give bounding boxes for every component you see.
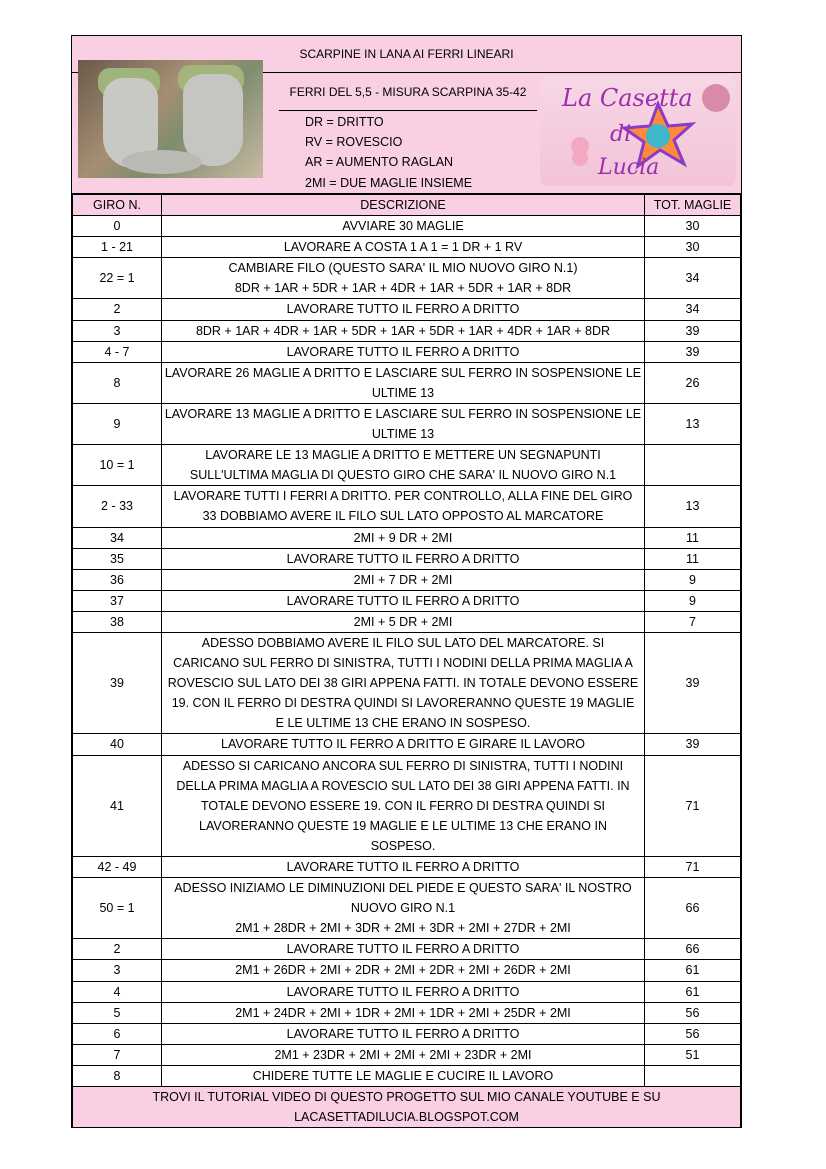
description-cell <box>162 403 645 444</box>
description-line: ADESSO DOBBIAMO AVERE IL FILO SUL LATO DEL MARCATORE. SI <box>201 635 605 650</box>
total-cell: 11 <box>645 548 741 569</box>
description-cell <box>162 299 645 320</box>
table-row <box>73 1023 741 1044</box>
total-cell: 34 <box>645 258 741 299</box>
description-line: ULTIME 13 <box>371 427 435 442</box>
total-cell: 39 <box>645 341 741 362</box>
description-cell <box>162 341 645 362</box>
giro-cell: 50 = 1 <box>73 878 162 939</box>
description-line: LAVORARE TUTTO IL FERRO A DRITTO <box>286 302 520 317</box>
table-row <box>73 569 741 590</box>
footer-line: TROVI IL TUTORIAL VIDEO DI QUESTO PROGETTO SUL MIO CANALE YOUTUBE E SU <box>152 1090 661 1105</box>
brand-logo <box>540 76 736 186</box>
giro-cell: 39 <box>73 632 162 733</box>
logo-text: Lucia <box>598 155 660 180</box>
column-header: DESCRIZIONE <box>162 194 645 216</box>
table-row <box>73 755 741 856</box>
description-cell <box>162 939 645 960</box>
footer-note <box>73 1087 741 1128</box>
total-cell: 13 <box>645 403 741 444</box>
table-row <box>73 1065 741 1086</box>
description-line: 8DR + 1AR + 4DR + 1AR + 5DR + 1AR + 5DR + 1AR + 4DR + 1AR + 8DR <box>195 323 611 338</box>
giro-cell: 42 - 49 <box>73 857 162 878</box>
logo-text: di <box>610 122 632 147</box>
description-cell <box>162 569 645 590</box>
table-row <box>73 403 741 444</box>
description-cell <box>162 1002 645 1023</box>
footer-link[interactable]: LACASETTADILUCIA.BLOGSPOT.COM <box>294 1110 519 1125</box>
giro-cell: 38 <box>73 611 162 632</box>
giro-cell: 4 - 7 <box>73 341 162 362</box>
table-row <box>73 1044 741 1065</box>
total-cell: 66 <box>645 878 741 939</box>
description-cell <box>162 362 645 403</box>
total-cell: 26 <box>645 362 741 403</box>
table-row <box>73 362 741 403</box>
total-cell: 71 <box>645 857 741 878</box>
total-cell <box>645 445 741 486</box>
table-row <box>73 216 741 237</box>
description-cell <box>162 445 645 486</box>
description-cell <box>162 981 645 1002</box>
table-row <box>73 320 741 341</box>
description-cell <box>162 258 645 299</box>
description-cell <box>162 857 645 878</box>
description-cell <box>162 632 645 733</box>
giro-cell: 2 <box>73 939 162 960</box>
description-line: 2M1 + 26DR + 2MI + 2DR + 2MI + 2DR + 2MI + 26DR + 2MI <box>235 963 571 978</box>
description-cell <box>162 216 645 237</box>
total-cell: 7 <box>645 611 741 632</box>
description-line: 2MI + 9 DR + 2MI <box>353 530 453 545</box>
giro-cell: 3 <box>73 320 162 341</box>
description-cell <box>162 237 645 258</box>
column-header: TOT. MAGLIE <box>645 194 741 216</box>
pattern-sheet <box>71 35 742 1128</box>
pattern-subtitle: FERRI DEL 5,5 - MISURA SCARPINA 35-42 <box>279 74 537 111</box>
total-cell <box>645 1065 741 1086</box>
table-row <box>73 611 741 632</box>
total-cell: 11 <box>645 527 741 548</box>
total-cell: 34 <box>645 299 741 320</box>
table-row <box>73 734 741 755</box>
description-line: LAVORARE TUTTO IL FERRO A DRITTO <box>286 984 520 999</box>
description-cell <box>162 548 645 569</box>
description-line: LAVORARE TUTTO IL FERRO A DRITTO <box>286 344 520 359</box>
description-cell <box>162 320 645 341</box>
description-cell <box>162 755 645 856</box>
table-row <box>73 981 741 1002</box>
abbreviation-legend <box>305 112 472 193</box>
description-line: LAVORARE 26 MAGLIE A DRITTO E LASCIARE SUL FERRO IN SOSPENSIONE LE <box>164 365 642 380</box>
description-line: LAVORARE TUTTI I FERRI A DRITTO. PER CONTROLLO, ALLA FINE DEL GIRO <box>173 489 633 504</box>
description-line: LAVORERANNO QUESTE 19 MAGLIE E LE ULTIME 13 CHE ERANO IN <box>199 818 607 833</box>
slippers-photo <box>78 60 263 178</box>
description-line: ADESSO SI CARICANO ANCORA SUL FERRO DI SINISTRA, TUTTI I NODINI <box>182 758 624 773</box>
pattern-table <box>72 193 741 1127</box>
table-row <box>73 590 741 611</box>
description-line: ULTIME 13 <box>371 385 435 400</box>
description-line: TOTALE DEVONO ESSERE 19. CON IL FERRO DI DESTRA QUINDI SI <box>200 798 606 813</box>
total-cell: 39 <box>645 632 741 733</box>
legend-item: 2MI = DUE MAGLIE INSIEME <box>305 175 473 190</box>
description-line: DELLA PRIMA MAGLIA A ROVESCIO SUL LATO DEI 38 GIRI APPENA FATTI. IN <box>176 778 630 793</box>
total-cell: 66 <box>645 939 741 960</box>
total-cell: 39 <box>645 320 741 341</box>
description-line: LAVORARE TUTTO IL FERRO A DRITTO <box>286 860 520 874</box>
description-line: LAVORARE TUTTO IL FERRO A DRITTO <box>286 1026 520 1041</box>
description-line: LAVORARE TUTTO IL FERRO A DRITTO <box>286 942 520 957</box>
column-header: GIRO N. <box>73 194 162 216</box>
total-cell: 9 <box>645 590 741 611</box>
description-cell <box>162 734 645 755</box>
description-line: LAVORARE LE 13 MAGLIE A DRITTO E METTERE UN SEGNAPUNTI <box>205 448 601 463</box>
description-line: E LE ULTIME 13 CHE ERANO IN SOSPESO. <box>275 716 531 731</box>
total-cell: 13 <box>645 486 741 527</box>
total-cell: 56 <box>645 1002 741 1023</box>
description-line: ROVESCIO SUL LATO DEI 38 GIRI APPENA FATTI. IN TOTALE DEVONO ESSERE <box>167 676 639 691</box>
giro-cell: 2 <box>73 299 162 320</box>
pattern-title: SCARPINE IN LANA AI FERRI LINEARI <box>72 36 741 73</box>
description-cell <box>162 960 645 981</box>
description-line: CARICANO SUL FERRO DI SINISTRA, TUTTI I NODINI DELLA PRIMA MAGLIA A <box>173 656 633 671</box>
giro-cell: 8 <box>73 1065 162 1086</box>
table-row <box>73 258 741 299</box>
description-line: SOSPESO. <box>370 838 436 853</box>
giro-cell: 36 <box>73 569 162 590</box>
table-row <box>73 486 741 527</box>
description-line: LAVORARE TUTTO IL FERRO A DRITTO <box>286 593 520 608</box>
description-cell <box>162 1044 645 1065</box>
description-line: 33 DOBBIAMO AVERE IL FILO SUL LATO OPPOSTO AL MARCATORE <box>202 509 604 524</box>
table-row <box>73 299 741 320</box>
legend-item: RV = ROVESCIO <box>305 135 403 150</box>
legend-item: AR = AUMENTO RAGLAN <box>305 155 454 170</box>
giro-cell: 22 = 1 <box>73 258 162 299</box>
description-line: SULL'ULTIMA MAGLIA DI QUESTO GIRO CHE SARA' IL NUOVO GIRO N.1 <box>189 468 617 483</box>
total-cell: 61 <box>645 960 741 981</box>
giro-cell: 10 = 1 <box>73 445 162 486</box>
description-line: 2M1 + 28DR + 2MI + 3DR + 2MI + 3DR + 2MI + 27DR + 2MI <box>235 921 571 936</box>
pattern-header <box>72 36 741 193</box>
description-line: LAVORARE 13 MAGLIE A DRITTO E LASCIARE SUL FERRO IN SOSPENSIONE LE <box>164 406 642 421</box>
giro-cell: 40 <box>73 734 162 755</box>
description-line: 19. CON IL FERRO DI DESTRA QUINDI SI LAVORERANNO QUESTE 19 MAGLIE <box>171 696 635 711</box>
giro-cell: 7 <box>73 1044 162 1065</box>
description-cell <box>162 1065 645 1086</box>
total-cell: 51 <box>645 1044 741 1065</box>
total-cell: 30 <box>645 237 741 258</box>
description-line: AVVIARE 30 MAGLIE <box>342 219 464 234</box>
description-line: LAVORARE TUTTO IL FERRO A DRITTO E GIRARE IL LAVORO <box>221 737 585 752</box>
table-row <box>73 445 741 486</box>
total-cell: 30 <box>645 216 741 237</box>
description-cell <box>162 878 645 939</box>
total-cell: 56 <box>645 1023 741 1044</box>
table-row <box>73 1002 741 1023</box>
giro-cell: 6 <box>73 1023 162 1044</box>
description-line: 2MI + 7 DR + 2MI <box>353 572 453 587</box>
giro-cell: 3 <box>73 960 162 981</box>
total-cell: 71 <box>645 755 741 856</box>
giro-cell: 41 <box>73 755 162 856</box>
total-cell: 39 <box>645 734 741 755</box>
giro-cell: 5 <box>73 1002 162 1023</box>
description-line: CHIDERE TUTTE LE MAGLIE E CUCIRE IL LAVORO <box>252 1068 554 1083</box>
logo-text: La Casetta <box>562 84 693 112</box>
total-cell: 61 <box>645 981 741 1002</box>
giro-cell: 9 <box>73 403 162 444</box>
description-line: 2M1 + 24DR + 2MI + 1DR + 2MI + 1DR + 2MI + 25DR + 2MI <box>235 1005 571 1020</box>
description-line: 2M1 + 23DR + 2MI + 2MI + 2MI + 23DR + 2MI <box>274 1047 532 1062</box>
giro-cell: 2 - 33 <box>73 486 162 527</box>
total-cell: 9 <box>645 569 741 590</box>
description-cell <box>162 590 645 611</box>
table-row <box>73 632 741 733</box>
table-row <box>73 237 741 258</box>
description-cell <box>162 527 645 548</box>
description-line: 8DR + 1AR + 5DR + 1AR + 4DR + 1AR + 5DR + 1AR + 8DR <box>234 281 572 296</box>
giro-cell: 37 <box>73 590 162 611</box>
description-line: LAVORARE A COSTA 1 A 1 = 1 DR + 1 RV <box>283 240 523 255</box>
table-row <box>73 527 741 548</box>
table-row <box>73 857 741 878</box>
description-cell <box>162 1023 645 1044</box>
description-cell <box>162 611 645 632</box>
giro-cell: 4 <box>73 981 162 1002</box>
legend-item: DR = DRITTO <box>305 115 384 129</box>
description-line: LAVORARE TUTTO IL FERRO A DRITTO <box>286 551 520 566</box>
description-line: CAMBIARE FILO (QUESTO SARA' IL MIO NUOVO GIRO N.1) <box>228 261 578 276</box>
table-row <box>73 960 741 981</box>
giro-cell: 34 <box>73 527 162 548</box>
description-line: 2MI + 5 DR + 2MI <box>353 614 453 629</box>
giro-cell: 0 <box>73 216 162 237</box>
giro-cell: 1 - 21 <box>73 237 162 258</box>
table-row <box>73 939 741 960</box>
table-row <box>73 548 741 569</box>
table-row <box>73 878 741 939</box>
table-row <box>73 341 741 362</box>
description-line: ADESSO INIZIAMO LE DIMINUZIONI DEL PIEDE E QUESTO SARA' IL NOSTRO <box>174 881 632 896</box>
description-cell <box>162 486 645 527</box>
description-line: NUOVO GIRO N.1 <box>350 901 456 916</box>
giro-cell: 8 <box>73 362 162 403</box>
giro-cell: 35 <box>73 548 162 569</box>
